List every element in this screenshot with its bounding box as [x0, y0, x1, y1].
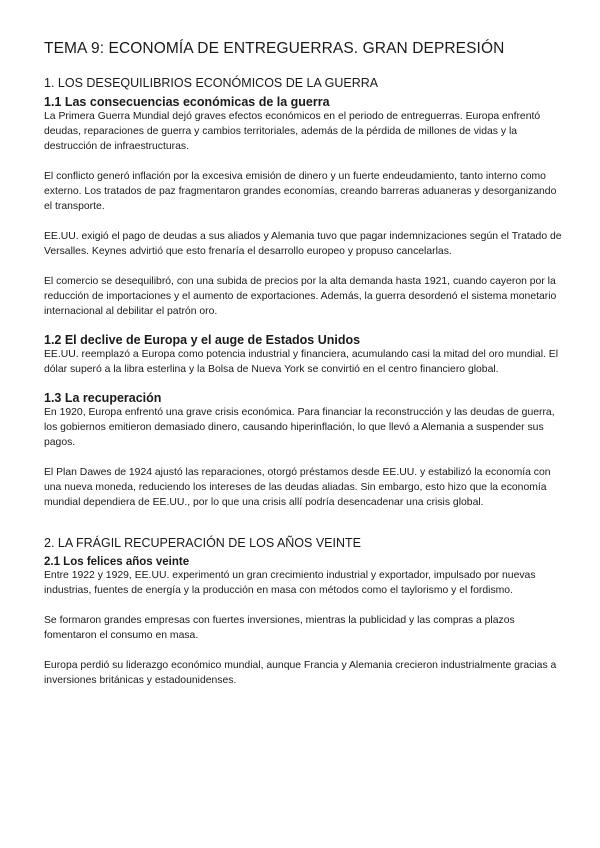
paragraph: Se formaron grandes empresas con fuertes inversiones, mientras la publicidad y las compras a plazos fomentaron el consumo en masa.	[44, 615, 515, 641]
paragraph: El conflicto generó inflación por la excesiva emisión de dinero y un fuerte endeudamiento, tanto interno como externo. Los tratados de paz fragmentaron grandes economías, creando barreras aduaneras y desorganizando el transporte.	[44, 171, 557, 212]
paragraph: La Primera Guerra Mundial dejó graves efectos económicos en el periodo de entreguerras. Europa enfrentó deudas, reparaciones de guerra y cambios territoriales, además de la pérdida de millones de vidas y la destrucción de infraestructuras.	[44, 111, 541, 152]
paragraph: En 1920, Europa enfrentó una grave crisis económica. Para financiar la reconstrucción y las deudas de guerra, los gobiernos emitieron demasiado dinero, causando hiperinflación, lo que llevó a Alemania a suspender sus pagos.	[44, 407, 555, 448]
subsection-2-1	[44, 556, 564, 688]
paragraph: Europa perdió su liderazgo económico mundial, aunque Francia y Alemania crecieron industrialmente gracias a inversiones británicas y estadounidenses.	[44, 660, 557, 686]
section-1	[44, 76, 564, 510]
section-heading: 2. LA FRÁGIL RECUPERACIÓN DE LOS AÑOS VEINTE	[44, 536, 361, 550]
paragraph: El Plan Dawes de 1924 ajustó las reparaciones, otorgó préstamos desde EE.UU. y estabilizó la economía con una nueva moneda, reduciendo los intereses de las deudas aliadas. Sin embargo, esto hizo que la economía mundial dependiera de EE.UU., por lo que una crisis allí podría desencadenar una crisis global.	[44, 467, 551, 508]
subsection-heading: 1.3 La recuperación	[44, 391, 162, 405]
document-title: TEMA 9: ECONOMÍA DE ENTREGUERRAS. GRAN DEPRESIÓN	[44, 40, 505, 57]
section-2	[44, 536, 564, 688]
document-page	[44, 40, 564, 688]
section-heading: 1. LOS DESEQUILIBRIOS ECONÓMICOS DE LA GUERRA	[44, 76, 379, 90]
paragraph: Entre 1922 y 1929, EE.UU. experimentó un gran crecimiento industrial y exportador, impulsado por nuevas industrias, fuentes de energía y la producción en masa con métodos como el taylorismo y el fordismo.	[44, 570, 536, 596]
subsection-heading: 2.1 Los felices años veinte	[44, 556, 190, 568]
paragraph: El comercio se desequilibró, con una subida de precios por la alta demanda hasta 1921, cuando cayeron por la reducción de importaciones y el aumento de exportaciones. Además, la guerra desordenó el sistema monetario internacional al debilitar el patrón oro.	[44, 276, 557, 317]
subsection-1-1	[44, 95, 564, 319]
subsection-heading: 1.1 Las consecuencias económicas de la guerra	[44, 95, 330, 109]
subsection-heading: 1.2 El declive de Europa y el auge de Estados Unidos	[44, 333, 361, 347]
paragraph: EE.UU. exigió el pago de deudas a sus aliados y Alemania tuvo que pagar indemnizaciones según el Tratado de Versalles. Keynes advirtió que esto frenaría el desarrollo europeo y propuso cancelarlas.	[44, 231, 562, 257]
subsection-1-3	[44, 391, 564, 510]
subsection-1-2	[44, 333, 564, 377]
paragraph: EE.UU. reemplazó a Europa como potencia industrial y financiera, acumulando casi la mitad del oro mundial. El dólar superó a la libra esterlina y la Bolsa de Nueva York se convirtió en el centro financiero global.	[44, 349, 559, 375]
